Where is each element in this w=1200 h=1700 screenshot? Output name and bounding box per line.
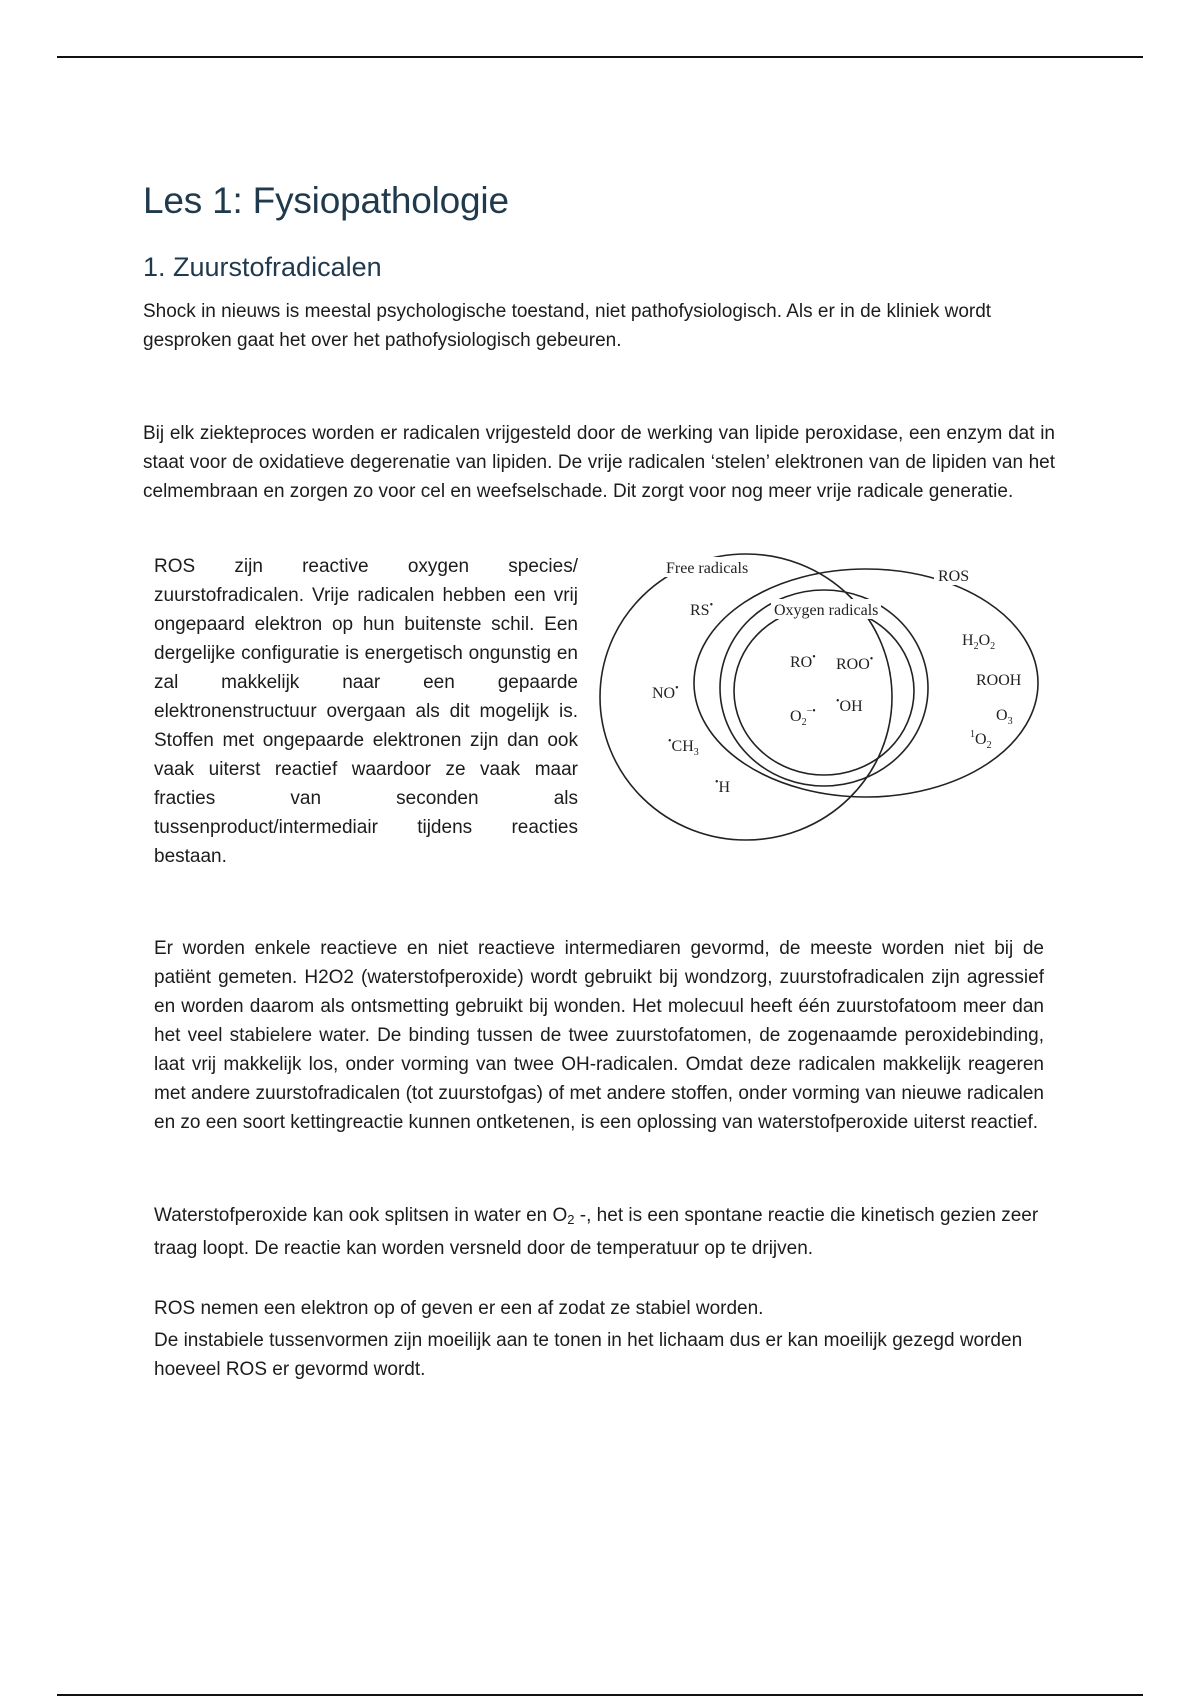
ros-label: ROS — [938, 568, 970, 585]
species-ro: RO• — [790, 652, 816, 671]
paragraph-peroxide-splitting: Waterstofperoxide kan ook splitsen in water en $O_2$ -, het is een spontane reactie die kinetisch gezien zeer traag loopt. De reactie kan worden versneld door de temperatuur op te drijven. — [154, 1205, 1039, 1259]
paragraph-ros-definition: ROS zijn reactive oxygen species/ zuurstofradicalen. Vrije radicalen hebben een vrij ongepaard elektron op hun buitenste schil. Een dergelijke configuratie is energetisch ongunstig en zal makkelijk naar een gepaarde elektronenstructuur overgaan als dit mogelijk is. Stoffen met ongepaarde elektronen zijn dan ook vaak uiterst reactief waardoor ze vaak maar fracties van seconden als tussenproduct/intermediair tijdens reacties bestaan. — [154, 556, 578, 867]
species-ch3: $^•CH_3$ — [668, 736, 699, 758]
oxygen-radicals-label: Oxygen radicals — [774, 602, 879, 619]
header-rule — [57, 56, 1143, 58]
paragraph-intermediates: Er worden enkele reactieve en niet reactieve intermediaren gevormd, de meeste worden niet bij de patiënt gemeten. H2O2 (waterstofperoxide) wordt gebruikt bij wondzorg, zuurstofradicalen zijn agressief en worden daarom als ontsmetting gebruikt bij wonden. Het molecuul heeft één zuurstofatoom meer dan het veel stabielere water. De binding tussen de twee zuurstofatomen, de zogenaamde peroxidebinding, laat vrij makkelijk los, onder vorming van twee OH-radicalen. Omdat deze radicalen makkelijk reageren met andere zuurstofradicalen (tot zuurstofgas) of met andere stoffen, onder vorming van nieuwe radicalen en zo een soort kettingreactie kunnen ontketenen, is een oplossing van waterstofperoxide uiterst reactief. — [154, 938, 1044, 1133]
footer-rule — [57, 1694, 1143, 1696]
oxygen-radicals-circle-outer — [720, 590, 928, 786]
species-rs: RS• — [690, 600, 714, 619]
species-h: •H — [715, 777, 731, 796]
species-superoxide: $O_2^{-•}$ — [790, 706, 816, 728]
species-roo: ROO• — [836, 654, 874, 673]
free-radicals-label: Free radicals — [666, 560, 749, 577]
paragraph-shock: Shock in nieuws is meestal psychologische toestand, niet pathofysiologisch. Als er in de kliniek wordt gesproken gaat het over het pathofysiologisch gebeuren. — [143, 301, 992, 351]
paragraph-lipid-peroxidase: Bij elk ziekteproces worden er radicalen vrijgesteld door de werking van lipide peroxidase, een enzym dat in staat voor de oxidatieve degerenatie van lipiden. De vrije radicalen ‘stelen’ elektronen van de lipiden van het celmembraan en zorgen zo voor cel en weefselschade. Dit zorgt voor nog meer vrije radicale generatie. — [143, 423, 1055, 502]
species-h2o2: $H_2O_2$ — [962, 632, 996, 652]
species-singlet-oxygen: $^1O_2$ — [970, 729, 992, 751]
species-no: NO• — [652, 683, 679, 702]
section-heading: 1. Zuurstofradicalen — [143, 252, 382, 282]
paragraph-detection: De instabiele tussenvormen zijn moeilijk aan te tonen in het lichaam dus er kan moeilijk gezegd worden hoeveel ROS er gevormd wordt. — [154, 1330, 1023, 1380]
radicals-venn-diagram — [598, 545, 1058, 845]
oxygen-radicals-circle-inner — [734, 607, 914, 775]
paragraph-electron-exchange: ROS nemen een elektron op of geven er een af zodat ze stabiel worden. — [154, 1298, 764, 1319]
page-title: Les 1: Fysiopathologie — [143, 180, 509, 221]
species-rooh: ROOH — [976, 672, 1022, 689]
species-ozone: $O_3$ — [996, 707, 1013, 727]
species-oh: •OH — [836, 696, 863, 715]
